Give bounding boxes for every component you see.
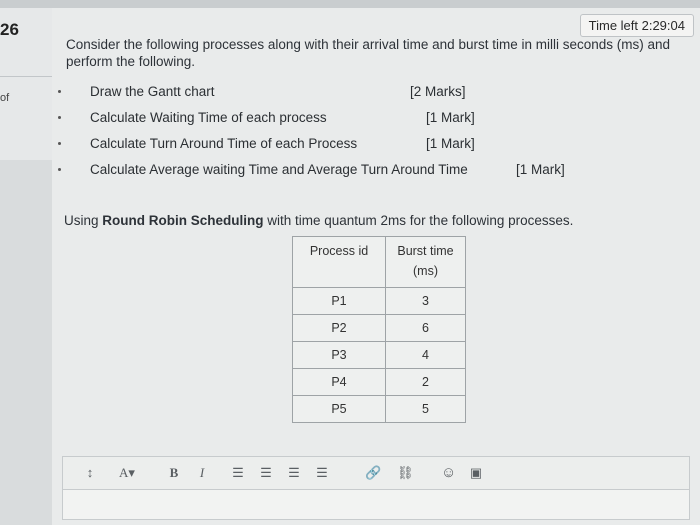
paragraph-format-button[interactable] <box>83 464 97 482</box>
question-content <box>52 8 700 525</box>
table-row <box>293 315 466 342</box>
outdent-button[interactable] <box>287 464 301 482</box>
emoji-button[interactable] <box>441 464 456 482</box>
bullet-icon <box>58 168 61 171</box>
process-id-cell: P1 <box>293 288 386 315</box>
indent-icon: ☰ <box>316 465 328 480</box>
italic-button[interactable] <box>195 464 209 482</box>
link-button[interactable] <box>365 464 381 482</box>
burst-time-cell: 5 <box>386 396 466 423</box>
question-number: 26 <box>0 20 19 39</box>
time-left-badge: Time left 2:29:04 <box>580 14 694 37</box>
burst-time-cell: 2 <box>386 369 466 396</box>
ordered-list-icon: ☰ <box>260 465 272 480</box>
task-marks: [1 Mark] <box>516 162 565 177</box>
burst-time-cell: 4 <box>386 342 466 369</box>
bullet-icon <box>58 90 61 93</box>
process-id-cell: P2 <box>293 315 386 342</box>
emoji-icon: ☺ <box>441 465 457 481</box>
font-color-icon: A▾ <box>119 465 135 480</box>
outdent-icon: ☰ <box>288 465 300 480</box>
table-row <box>293 342 466 369</box>
bold-icon: B <box>169 465 179 480</box>
task-text: Calculate Average waiting Time and Average Turn Around Time <box>90 162 468 177</box>
process-id-cell: P5 <box>293 396 386 423</box>
bold-button[interactable] <box>167 464 181 482</box>
unordered-list-icon: ☰ <box>232 465 244 480</box>
task-item <box>58 160 688 186</box>
table-row <box>293 396 466 423</box>
rr-suffix: with time quantum 2ms for the following processes. <box>263 213 574 228</box>
bullet-icon <box>58 142 61 145</box>
unlink-button[interactable] <box>397 464 414 482</box>
bullet-icon <box>58 116 61 119</box>
panel-divider <box>0 76 52 77</box>
font-color-button[interactable] <box>119 464 135 482</box>
table-row <box>293 369 466 396</box>
unlink-icon: ⛓ <box>397 465 414 480</box>
paragraph-format-icon: ↕ <box>86 465 94 480</box>
answer-editor[interactable] <box>62 456 690 520</box>
task-list <box>58 82 688 186</box>
table-row <box>293 288 466 315</box>
task-item <box>58 134 688 160</box>
task-text: Calculate Waiting Time of each process <box>90 110 327 125</box>
question-intro: Consider the following processes along with their arrival time and burst time in milli seconds (ms) and perform the following. <box>66 37 671 69</box>
rr-algorithm: Round Robin Scheduling <box>102 213 264 228</box>
task-marks: [2 Marks] <box>410 84 466 99</box>
header-burst-time: Burst time (ms) <box>386 237 466 288</box>
question-info-panel <box>0 8 53 160</box>
process-table <box>292 236 466 423</box>
image-icon: ▣ <box>469 465 483 480</box>
task-item <box>58 108 688 134</box>
task-marks: [1 Mark] <box>426 110 475 125</box>
italic-icon: I <box>199 465 205 480</box>
burst-time-cell: 3 <box>386 288 466 315</box>
editor-toolbar <box>63 457 689 490</box>
round-robin-instruction <box>64 213 573 228</box>
table-header-row <box>293 237 466 288</box>
task-text: Draw the Gantt chart <box>90 84 215 99</box>
ordered-list-button[interactable] <box>259 464 273 482</box>
link-icon: 🔗 <box>365 465 382 480</box>
unordered-list-button[interactable] <box>231 464 245 482</box>
rr-prefix: Using <box>64 213 103 228</box>
indent-button[interactable] <box>315 464 329 482</box>
marks-of-label: of <box>0 92 10 104</box>
burst-time-cell: 6 <box>386 315 466 342</box>
task-item <box>58 82 688 108</box>
process-id-cell: P3 <box>293 342 386 369</box>
task-marks: [1 Mark] <box>426 136 475 151</box>
process-id-cell: P4 <box>293 369 386 396</box>
header-process-id: Process id <box>293 237 386 288</box>
image-button[interactable] <box>469 464 483 482</box>
browser-top-strip <box>0 0 700 8</box>
task-text: Calculate Turn Around Time of each Process <box>90 136 358 151</box>
